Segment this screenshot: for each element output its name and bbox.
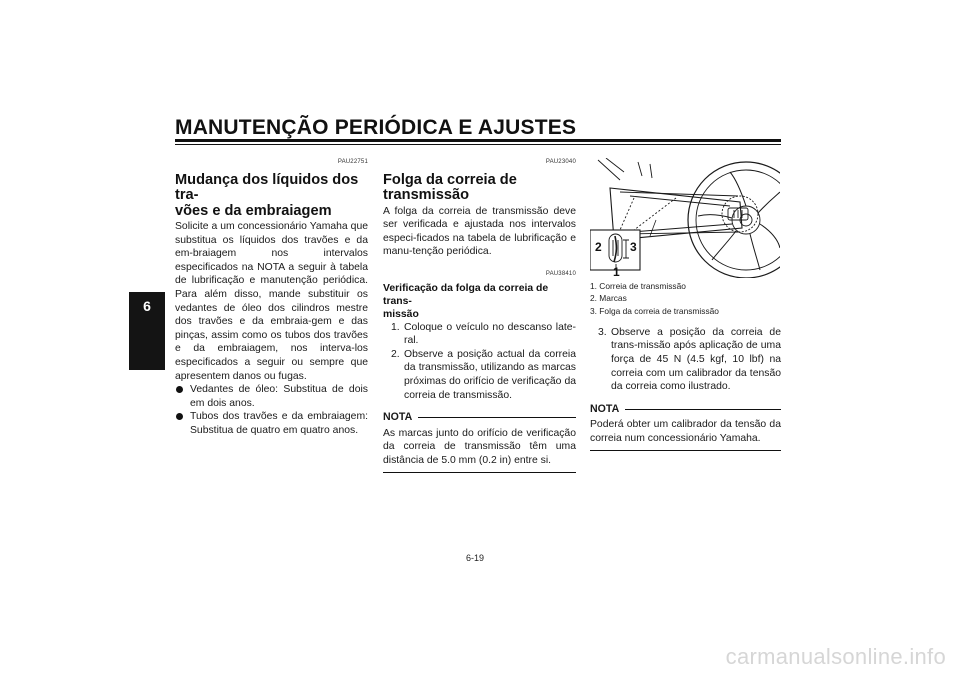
note-label: NOTA [590,402,620,415]
section-heading: Folga da correia de transmissão [383,171,517,204]
heading-line: missão [383,308,419,320]
list-item [383,348,576,402]
drive-belt-illustration [590,158,780,278]
step-number: 1. [391,321,400,333]
step-text: Observe a posição actual da correia da transmissão, utilizando as marcas próximas do orifício de verificação da correia de transmissão. [404,348,576,401]
section-code: PAU22751 [337,159,368,165]
chapter-number: 6 [143,298,151,314]
heading-line: Verificação da folga da correia de trans- [383,282,549,307]
body-paragraph: A folga da correia de transmissão deve ser verificada e ajustada nos intervalos especi-ficados na tabela de lubrificação e manu-tenção periódica. [383,205,576,258]
header-rule-thin [175,144,781,145]
note-header [383,411,576,425]
caption-item: 1. Correia de transmissão [590,281,686,291]
step-text: Coloque o veículo no descanso late-ral. [404,321,576,347]
bullet-icon [176,413,183,420]
section-heading [175,173,368,220]
watermark: carmanualsonline.info [725,644,946,669]
left-column [175,156,368,438]
bullet-icon [176,386,183,393]
subsection-heading [383,282,576,321]
note-end-rule [590,450,781,451]
body-paragraph: Solicite a um concessionário Yamaha que substitua os líquidos dos travões e da em-braiagem nos intervalos especificados na NOTA a seguir à tabela de lubrificação e manutenção periódica. Para além disso, mande substituir os vedantes de óleo dos cilindros mestre dos travões e da embraia-gem e das pinças, assim como os tubos dos travões e da embraiagem, nos interva-los especificados a seguir ou sempre que apresentem danos ou fugas. [175,221,368,382]
heading-line: vões e da embraiagem [175,202,332,219]
figure-label-3: 3 [630,240,637,254]
right-column [590,280,781,451]
drive-belt-figure [590,158,780,278]
note-text: Poderá obter um calibrador da tensão da correia num concessionário Yamaha. [590,419,781,445]
header-rule-thick [175,139,781,142]
page-number: 6-19 [466,553,485,563]
figure-captions [590,280,781,317]
list-item [175,410,368,437]
section-code: PAU38410 [545,270,576,277]
list-item-text: Vedantes de óleo: Substitua de dois em dois anos. [190,384,368,409]
caption-item: 2. Marcas [590,293,627,304]
figure-label-2: 2 [595,240,602,254]
caption-item: 3. Folga da correia de transmissão [590,305,719,316]
step-number: 2. [391,348,400,360]
list-item [590,326,781,394]
note-header [590,403,781,417]
step-number: 3. [598,326,607,338]
note-text: As marcas junto do orifício de verificação da correia de transmissão têm uma distância de 5.0 mm (0.2 in) entre si. [383,427,576,466]
section-code: PAU23040 [545,159,576,165]
chapter-tab [129,292,165,370]
note-rule [625,409,781,410]
page-title: MANUTENÇÃO PERIÓDICA E AJUSTES [175,116,577,139]
list-item [383,321,576,348]
middle-column [383,156,576,473]
heading-line: Mudança dos líquidos dos tra- [175,171,359,204]
step-text: Observe a posição da correia de trans-missão após aplicação de uma força de 45 N (4.5 kgf, 10 lbf) na correia com um calibrador da tensão da correia como ilustrado. [611,326,781,393]
note-rule [418,417,576,418]
list-item [175,383,368,410]
note-label: NOTA [383,411,413,424]
note-end-rule [383,472,576,473]
list-item-text: Tubos dos travões e da embraiagem: Substitua de quatro em quatro anos. [190,411,368,436]
figure-label-1: 1 [613,265,620,278]
